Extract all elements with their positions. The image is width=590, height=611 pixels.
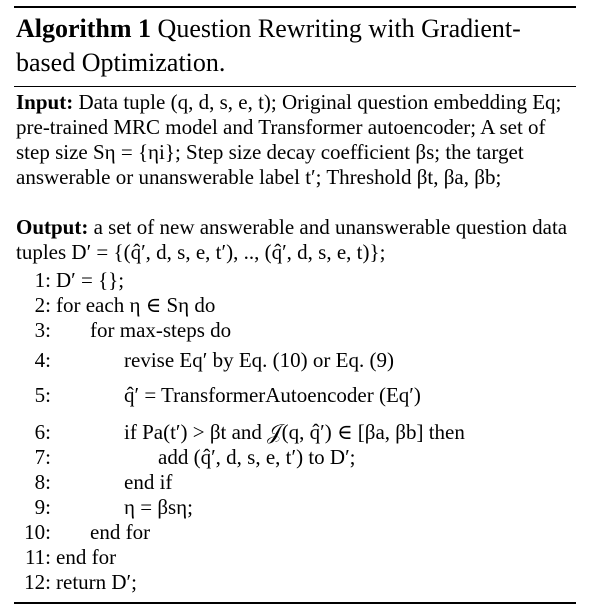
algorithm-line-8 — [16, 470, 576, 495]
line-number: 5: — [34, 383, 51, 407]
line-text: return D′; — [56, 570, 137, 594]
line-text: q̂′ = TransformerAutoencoder (Eq′) — [124, 383, 421, 407]
line-number: 11: — [24, 545, 51, 569]
output-block — [16, 215, 576, 265]
algorithm-line-3 — [16, 318, 576, 343]
line-number: 8: — [34, 470, 51, 494]
algorithm-title — [16, 12, 574, 80]
line-text: if Pa(t′) > βt and 𝒥(q, q̂′) ∈ [βa, βb] then — [124, 420, 465, 444]
algorithm-line-6 — [16, 420, 576, 445]
output-label: Output: — [16, 215, 89, 239]
algorithm-line-9 — [16, 495, 576, 520]
algorithm-title-text: Question Rewriting with Gradient-based Optimization. — [16, 14, 521, 77]
line-text: D′ = {}; — [56, 268, 125, 292]
algorithm-line-4 — [16, 348, 576, 373]
line-number: 10: — [24, 520, 51, 544]
algorithm-line-12 — [16, 570, 576, 595]
line-number: 12: — [24, 570, 51, 594]
line-number: 9: — [34, 495, 51, 519]
line-number: 4: — [34, 348, 51, 372]
algorithm-line-5 — [16, 383, 576, 408]
line-number: 1: — [34, 268, 51, 292]
algorithm-line-2 — [16, 293, 576, 318]
line-text: end for — [56, 545, 117, 569]
line-number: 2: — [34, 293, 51, 317]
line-text: end if — [124, 470, 173, 494]
line-text: for each η ∈ Sη do — [56, 293, 216, 317]
output-text: a set of new answerable and unanswerable question data tuples D′ = {(q̂′, d, s, e, t′), .., (q̂′, d, s, e, t)}; — [16, 215, 568, 264]
top-rule — [14, 6, 576, 8]
input-label: Input: — [16, 90, 74, 114]
input-block — [16, 90, 576, 190]
bottom-rule — [14, 602, 576, 604]
algorithm-label: Algorithm 1 — [16, 14, 152, 43]
line-number: 3: — [34, 318, 51, 342]
line-text: for max-steps do — [90, 318, 232, 342]
algorithm-line-11 — [16, 545, 576, 570]
algorithm-line-7 — [16, 445, 576, 470]
algorithm-line-1 — [16, 268, 576, 293]
line-number: 7: — [34, 445, 51, 469]
line-text: revise Eq′ by Eq. (10) or Eq. (9) — [124, 348, 394, 372]
line-text: add (q̂′, d, s, e, t′) to D′; — [158, 445, 356, 469]
input-text: Data tuple (q, d, s, e, t); Original question embedding Eq; pre-trained MRC model and Transformer autoencoder; A set of step size Sη = {ηi}; Step size decay coefficient βs; the target answerable or unanswerable label t′; Threshold βt, βa, βb; — [16, 90, 562, 189]
line-text: end for — [90, 520, 151, 544]
header-rule — [14, 86, 576, 87]
line-text: η = βsη; — [124, 495, 193, 519]
line-number: 6: — [34, 420, 51, 444]
algorithm-line-10 — [16, 520, 576, 545]
